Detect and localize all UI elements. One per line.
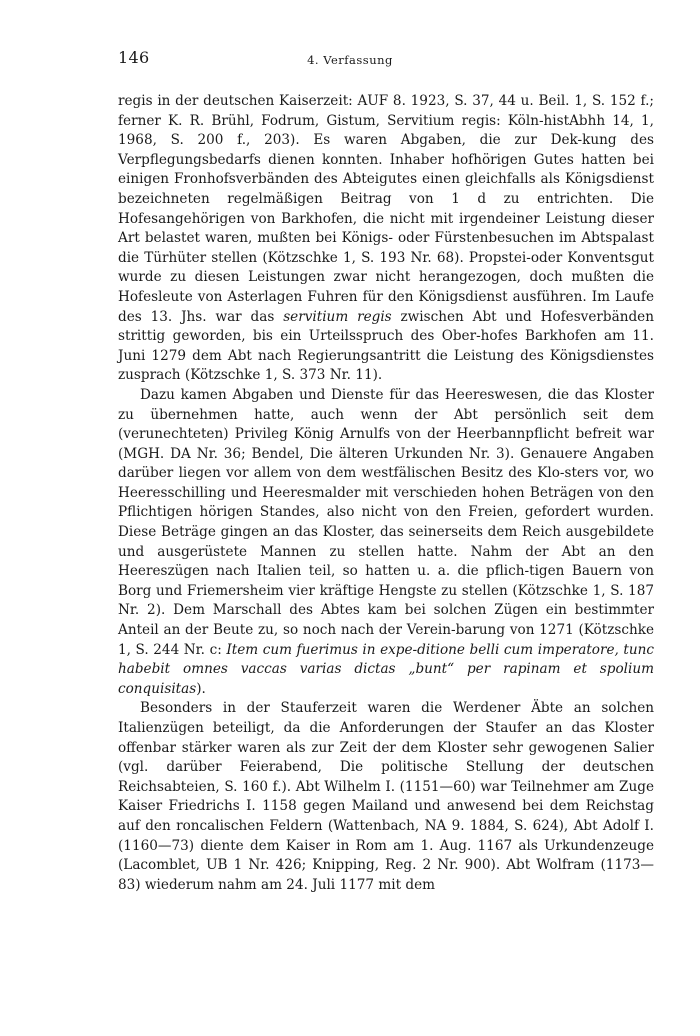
paragraph-1-italic-term: servitium regis (283, 308, 392, 325)
body-text (118, 92, 654, 895)
paragraph-1-text-2: zwischen Abt und Hofesverbänden strittig geworden, bis ein Urteilsspruch des Ober-hofes Barkhofen am 11. Juni 1279 dem Abt nach Regierungsantritt die Leistung des Königsdienstes zusprach (Kötzschke 1, S. 373 Nr. 11). (118, 308, 654, 384)
paragraph-1 (118, 92, 654, 386)
paragraph-2-text-2: ). (196, 680, 206, 697)
paragraph-3 (118, 699, 654, 895)
page-number: 146 (118, 48, 150, 67)
paragraph-2 (118, 386, 654, 700)
paragraph-3-text-1: Besonders in der Stauferzeit waren die Werdener Äbte an solchen Italienzügen beteiligt, da die Anforderungen der Staufer an das Kloster offenbar stärker waren als zur Zeit der dem Kloster sehr gewogenen Salier (vgl. darüber Feierabend, Die politische Stellung der deutschen Reichsabteien, S. 160 f.). Abt Wilhelm I. (1151—60) war Teilnehmer am Zuge Kaiser Friedrichs I. 1158 gegen Mailand und anwesend bei dem Reichstag auf den roncalischen Feldern (Wattenbach, NA 9. 1884, S. 624), Abt Adolf I. (1160—73) diente dem Kaiser in Rom am 1. Aug. 1167 als Urkundenzeuge (Lacomblet, UB 1 Nr. 426; Knipping, Reg. 2 Nr. 900). Abt Wolfram (1173—83) wiederum nahm am 24. Juli 1177 mit dem (118, 700, 654, 893)
paragraph-2-text-1: Dazu kamen Abgaben und Dienste für das Heereswesen, die das Kloster zu übernehmen hatte, auch wenn der Abt persönlich seit dem (verunechteten) Privileg König Arnulfs von der Heerbannpflicht befreit war (MGH. DA Nr. 36; Bendel, Die älteren Urkunden Nr. 3). Genauere Angaben darüber liegen vor allem von dem westfälischen Besitz des Klo-sters vor, wo Heeresschilling und Heeresmalder mit verschieden hohen Beträgen von den Pflichtigen hörigen Standes, also nicht von den Freien, gefordert wurden. Diese Beträge gingen an das Kloster, das seinerseits dem Reich ausgebildete und ausgerüstete Mannen zu stellen hatte. Nahm der Abt an den Heereszügen nach Italien teil, so hatten u. a. die pflich-tigen Bauern von Borg und Friemersheim vier kräftige Hengste zu stellen (Kötzschke 1, S. 187 Nr. 2). Dem Marschall des Abtes kam bei solchen Zügen ein bestimmter Anteil an der Beute zu, so noch nach der Verein-barung von 1271 (Kötzschke 1, S. 244 Nr. c: (118, 386, 654, 658)
running-title: 4. Verfassung (307, 53, 393, 67)
paragraph-1-text-1: regis in der deutschen Kaiserzeit: AUF 8. 1923, S. 37, 44 u. Beil. 1, S. 152 f.; ferner K. R. Brühl, Fodrum, Gistum, Servitium regis: Köln-histAbhh 14, 1, 1968, S. 200 f., 203). Es waren Abgaben, die zur Dek-kung des Verpflegungsbedarfs dienen konnten. Inhaber hofhörigen Gutes hatten bei einigen Fronhofsverbänden des Abteigutes einen gleichfalls als Königsdienst bezeichneten regelmäßigen Beitrag von 1 d zu entrichten. Die Hofesangehörigen von Barkhofen, die nicht mit irgendeiner Leistung dieser Art belastet waren, mußten bei Königs- oder Fürstenbesuchen im Abtspalast die Türhüter stellen (Kötzschke 1, S. 193 Nr. 68). Propstei-oder Konventsgut wurde zu diesen Leistungen zwar nicht herangezogen, doch mußten die Hofesleute von Asterlagen Fuhren für den Königsdienst ausführen. Im Laufe des 13. Jhs. war das (118, 93, 654, 325)
paragraph-2-latin-quote: Item cum fuerimus in expe-ditione belli cum imperatore, tunc habebit omnes vaccas varias dictas „bunt“ per rapinam et spolium conquisitas (118, 641, 654, 697)
